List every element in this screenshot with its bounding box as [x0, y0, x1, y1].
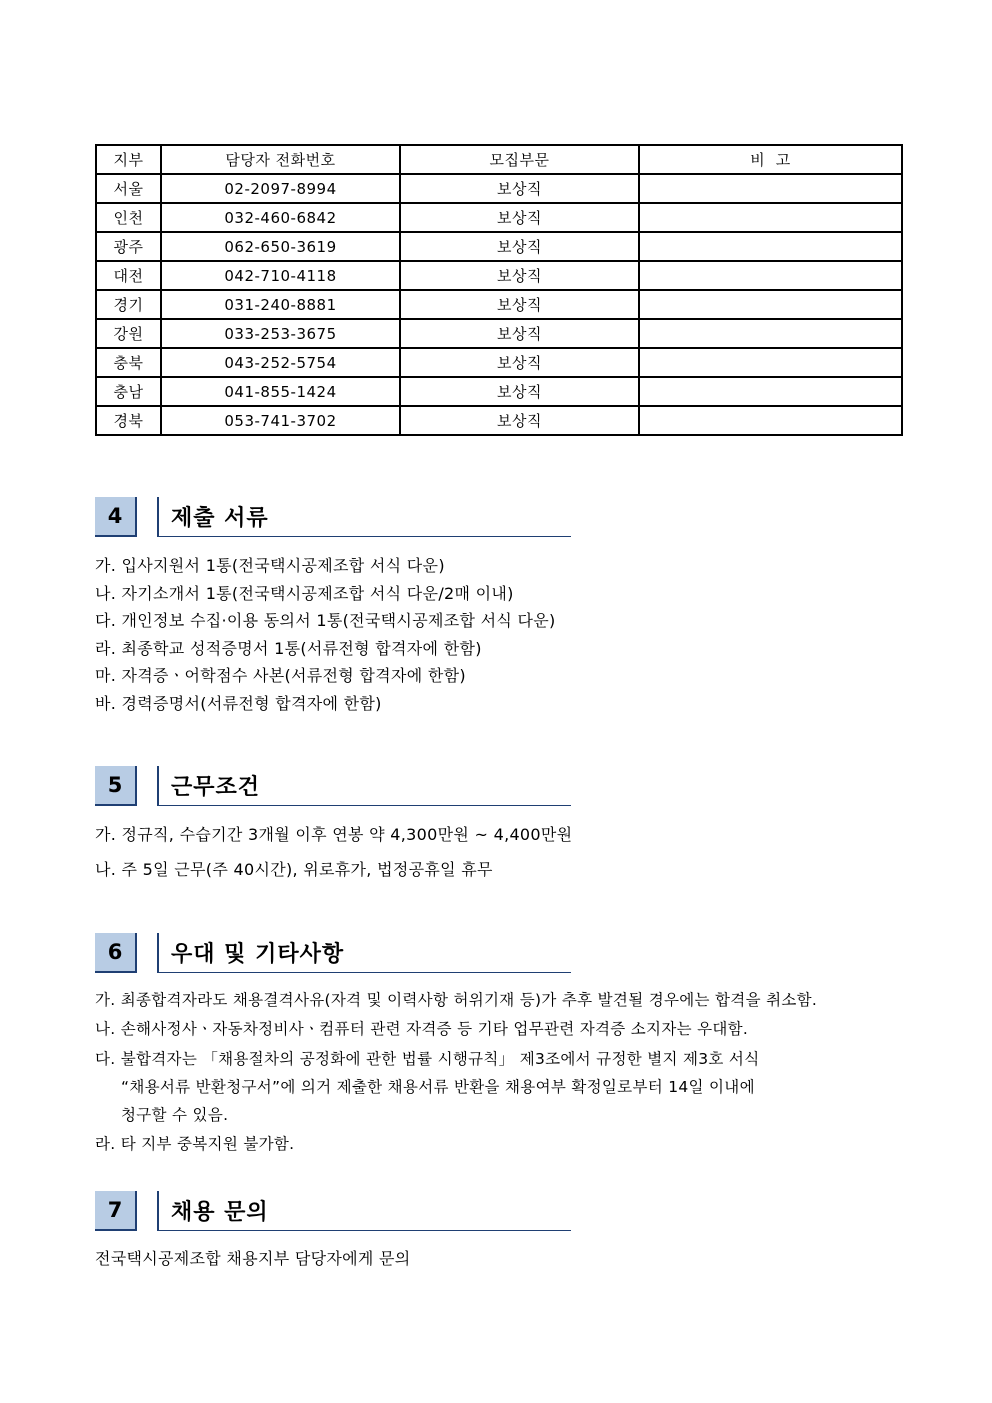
list-item: 다. 불합격자는 「채용절차의 공정화에 관한 법률 시행규칙」 제3조에서 규정한 별지 제3호 서식 [95, 1050, 760, 1068]
phone-cell: 02-2097-8994 [161, 174, 400, 203]
remarks-cell [639, 261, 902, 290]
header-department: 모집부문 [400, 145, 639, 174]
section-title: 우대 및 기타사항 [171, 942, 345, 967]
section-title: 채용 문의 [171, 1200, 269, 1225]
list-item: 가. 정규직, 수습기간 3개월 이후 연봉 약 4,300만원 ~ 4,400만원 [95, 825, 573, 844]
phone-cell: 041-855-1424 [161, 377, 400, 406]
table-header-row [96, 145, 902, 174]
section-number-badge: 5 [95, 766, 137, 806]
list-item: 가. 최종합격자라도 채용결격사유(자격 및 이력사항 허위기재 등)가 추후 발견될 경우에는 합격을 취소함. [95, 991, 818, 1009]
department-cell: 보상직 [400, 174, 639, 203]
table-row [96, 174, 902, 203]
section-title: 제출 서류 [171, 506, 269, 531]
branch-cell: 인천 [96, 203, 161, 232]
section-title-frame [157, 497, 571, 537]
phone-cell: 032-460-6842 [161, 203, 400, 232]
list-item: 라. 최종학교 성적증명서 1통(서류전형 합격자에 한함) [95, 639, 482, 658]
section-7-heading [95, 1191, 571, 1231]
table-row [96, 319, 902, 348]
section-4-heading [95, 497, 571, 537]
section-title-frame [157, 766, 571, 806]
branch-cell: 충남 [96, 377, 161, 406]
table-row [96, 348, 902, 377]
section-number-badge: 4 [95, 497, 137, 537]
remarks-cell [639, 377, 902, 406]
department-cell: 보상직 [400, 261, 639, 290]
list-item: 나. 자기소개서 1통(전국택시공제조합 서식 다운/2매 이내) [95, 584, 514, 603]
list-item: 바. 경력증명서(서류전형 합격자에 한함) [95, 694, 382, 713]
phone-cell: 042-710-4118 [161, 261, 400, 290]
phone-cell: 043-252-5754 [161, 348, 400, 377]
remarks-cell [639, 232, 902, 261]
section-6-heading [95, 933, 571, 973]
branch-cell: 대전 [96, 261, 161, 290]
branch-cell: 서울 [96, 174, 161, 203]
section-number-badge: 7 [95, 1191, 137, 1231]
list-item-continuation: “채용서류 반환청구서”에 의거 제출한 채용서류 반환을 채용여부 확정일로부터 14일 이내에 [121, 1078, 755, 1096]
remarks-cell [639, 319, 902, 348]
department-cell: 보상직 [400, 406, 639, 435]
list-item: 나. 손해사정사ㆍ자동차정비사ㆍ컴퓨터 관련 자격증 등 기타 업무관련 자격증 소지자는 우대함. [95, 1020, 749, 1038]
table-row [96, 261, 902, 290]
branch-cell: 광주 [96, 232, 161, 261]
section-title-frame [157, 933, 571, 973]
department-cell: 보상직 [400, 290, 639, 319]
department-cell: 보상직 [400, 319, 639, 348]
department-cell: 보상직 [400, 203, 639, 232]
table-row [96, 406, 902, 435]
section-title-frame [157, 1191, 571, 1231]
list-item-continuation: 청구할 수 있음. [121, 1106, 229, 1124]
section-title: 근무조건 [171, 775, 261, 800]
department-cell: 보상직 [400, 348, 639, 377]
remarks-cell [639, 203, 902, 232]
table-row [96, 232, 902, 261]
list-item: 나. 주 5일 근무(주 40시간), 위로휴가, 법정공휴일 휴무 [95, 860, 493, 879]
header-branch: 지부 [96, 145, 161, 174]
section-5-heading [95, 766, 571, 806]
remarks-cell [639, 406, 902, 435]
branch-cell: 강원 [96, 319, 161, 348]
header-remarks: 비 고 [639, 145, 902, 174]
phone-cell: 031-240-8881 [161, 290, 400, 319]
phone-cell: 062-650-3619 [161, 232, 400, 261]
branch-contact-table [95, 144, 903, 436]
header-phone: 담당자 전화번호 [161, 145, 400, 174]
branch-cell: 경북 [96, 406, 161, 435]
table-row [96, 377, 902, 406]
remarks-cell [639, 348, 902, 377]
branch-cell: 충북 [96, 348, 161, 377]
section-number-badge: 6 [95, 933, 137, 973]
list-item: 다. 개인정보 수집·이용 동의서 1통(전국택시공제조합 서식 다운) [95, 611, 556, 630]
phone-cell: 053-741-3702 [161, 406, 400, 435]
department-cell: 보상직 [400, 377, 639, 406]
phone-cell: 033-253-3675 [161, 319, 400, 348]
table-row [96, 203, 902, 232]
table-row [96, 290, 902, 319]
list-item: 가. 입사지원서 1통(전국택시공제조합 서식 다운) [95, 556, 445, 575]
list-item: 마. 자격증ㆍ어학점수 사본(서류전형 합격자에 한함) [95, 666, 466, 685]
remarks-cell [639, 290, 902, 319]
branch-cell: 경기 [96, 290, 161, 319]
contact-note: 전국택시공제조합 채용지부 담당자에게 문의 [95, 1249, 411, 1268]
list-item: 라. 타 지부 중복지원 불가함. [95, 1135, 295, 1153]
remarks-cell [639, 174, 902, 203]
department-cell: 보상직 [400, 232, 639, 261]
